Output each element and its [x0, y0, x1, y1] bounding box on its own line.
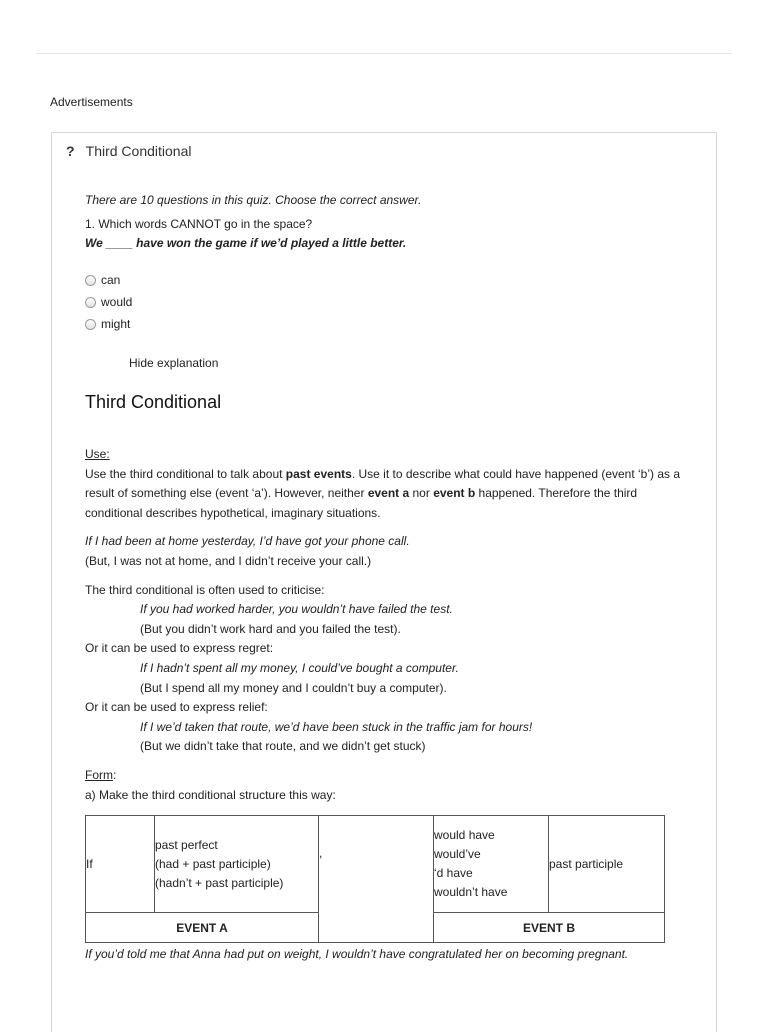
example-note: (But, I was not at home, and I didn’t receive your call.): [85, 553, 372, 568]
question-mark-icon: ?: [66, 143, 75, 159]
hide-explanation-toggle[interactable]: Hide explanation: [129, 356, 219, 370]
regret-note: (But I spend all my money and I couldn’t buy a computer).: [140, 680, 447, 695]
answer-options: [85, 269, 132, 335]
advertisements-label: Advertisements: [50, 95, 133, 109]
form-table: [85, 815, 665, 943]
quiz-header: [66, 143, 191, 159]
option-might[interactable]: [85, 313, 132, 335]
use-heading: Use:: [85, 447, 110, 461]
use-paragraph: Use the third conditional to talk about past events. Use it to describe what could have happened (event ‘b’) as a result of something else (event ‘a’). However, neither event a nor event b happened. Therefore the third conditional describes hypothetical, imaginary situations.: [85, 466, 681, 520]
example-sentence: If I had been at home yesterday, I’d have got your phone call.: [85, 534, 410, 549]
explanation-title: Third Conditional: [85, 392, 222, 412]
quiz-title: Third Conditional: [85, 143, 192, 159]
option-label: can: [101, 273, 121, 287]
cell-would-have: would have would’ve ‘d have wouldn’t have: [434, 816, 549, 913]
event-b-label: EVENT B: [434, 913, 665, 943]
radio-button[interactable]: [85, 297, 96, 308]
regret-intro: Or it can be used to express regret:: [85, 641, 274, 656]
top-divider: [36, 53, 732, 54]
quiz-intro: There are 10 questions in this quiz. Choose the correct answer.: [85, 193, 422, 207]
explanation-content: [85, 445, 690, 965]
quiz-panel: [51, 132, 717, 1032]
criticise-note: (But you didn’t work hard and you failed the test).: [140, 621, 401, 636]
relief-intro: Or it can be used to express relief:: [85, 700, 268, 715]
relief-example: If I we’d taken that route, we’d have been stuck in the traffic jam for hours!: [140, 719, 533, 734]
relief-note: (But we didn’t take that route, and we didn’t get stuck): [140, 739, 426, 754]
cell-comma: ,: [319, 816, 434, 943]
option-label: might: [101, 317, 131, 331]
criticise-example: If you had worked harder, you wouldn’t have failed the test.: [140, 602, 453, 617]
option-would[interactable]: [85, 291, 132, 313]
radio-button[interactable]: [85, 319, 96, 330]
form-instruction: a) Make the third conditional structure this way:: [85, 787, 336, 802]
event-a-label: EVENT A: [86, 913, 319, 943]
question-text: 1. Which words CANNOT go in the space?: [85, 217, 313, 231]
cell-if: If: [86, 816, 155, 913]
cell-past-perfect: past perfect (had + past participle) (hadn’t + past participle): [155, 816, 319, 913]
criticise-intro: The third conditional is often used to criticise:: [85, 582, 325, 597]
final-example: If you’d told me that Anna had put on weight, I wouldn’t have congratulated her on becoming pregnant.: [85, 947, 629, 962]
cell-past-participle: past participle: [549, 816, 665, 913]
radio-button[interactable]: [85, 275, 96, 286]
option-label: would: [101, 295, 133, 309]
option-can[interactable]: [85, 269, 132, 291]
form-heading: Form:: [85, 767, 117, 782]
question-prompt: We ____ have won the game if we’d played a little better.: [85, 236, 407, 250]
regret-example: If I hadn’t spent all my money, I could’ve bought a computer.: [140, 660, 459, 675]
